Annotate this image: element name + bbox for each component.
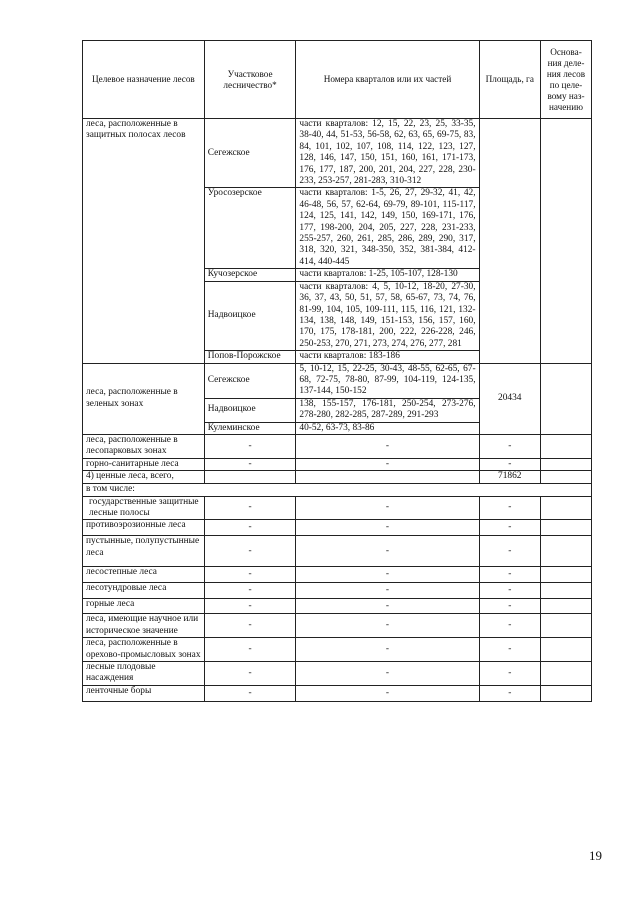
- quarters-cell: части кварталов: 4, 5, 10-12, 18-20, 27-30, 36, 37, 43, 50, 51, 57, 58, 65-67, 73, 74, 76, 81-99, 104, 105, 109-111, 115, 116, 121, 132-134, 138, 148, 149, 151-153, 156, 157, 160, 170, 175, 178-181, 200, 222, 226-228, 246, 250-253, 270, 271, 273, 274, 276, 277, 281: [296, 281, 479, 350]
- quarters-cell: -: [296, 614, 479, 638]
- forestry-cell: Надвоицкое: [204, 281, 296, 350]
- area-cell: -: [479, 536, 540, 567]
- quarters-cell: -: [296, 520, 479, 536]
- forest-purpose-table: [82, 40, 592, 702]
- table-row: [83, 685, 592, 701]
- forestry-cell: -: [204, 536, 296, 567]
- page-number: 19: [589, 848, 602, 863]
- quarters-cell: -: [296, 536, 479, 567]
- quarters-cell: -: [296, 496, 479, 520]
- purpose-cell: леса, расположенные в орехово-промысловых зонах: [83, 638, 205, 662]
- table-row: [83, 638, 592, 662]
- purpose-cell: леса, расположенные в зеленых зонах: [83, 363, 205, 434]
- basis-cell: [540, 471, 591, 483]
- quarters-cell: -: [296, 434, 479, 458]
- purpose-cell: 4) ценные леса, всего,: [83, 471, 205, 483]
- area-cell: -: [479, 599, 540, 614]
- purpose-cell: горные леса: [83, 599, 205, 614]
- table-row: [83, 119, 592, 188]
- purpose-cell: лесные плодовые насаждения: [83, 662, 205, 686]
- basis-cell: [540, 599, 591, 614]
- area-cell: [479, 119, 540, 364]
- quarters-cell: части кварталов: 1-5, 26, 27, 29-32, 41, 42, 46-48, 56, 57, 62-64, 69-79, 89-101, 115-117, 124, 125, 141, 142, 149, 150, 169-171, 176, 177, 198-200, 204, 205, 227, 228, 231-233, 255-257, 260, 261, 285, 286, 289, 290, 317, 318, 320, 321, 348-350, 352, 381-384, 412-414, 440-445: [296, 188, 479, 269]
- forestry-cell: Сегежское: [204, 363, 296, 398]
- purpose-cell: лесостепные леса: [83, 567, 205, 583]
- table-row: [83, 614, 592, 638]
- table-row: [83, 434, 592, 458]
- table-row: [83, 483, 592, 496]
- header-forestry: Участковое лесничество*: [204, 41, 296, 119]
- quarters-cell: части кварталов: 1-25, 105-107, 128-130: [296, 269, 479, 281]
- area-cell: -: [479, 567, 540, 583]
- quarters-cell: -: [296, 599, 479, 614]
- basis-cell: [540, 614, 591, 638]
- purpose-cell: государственные защитные лесные полосы: [83, 496, 205, 520]
- area-cell: -: [479, 496, 540, 520]
- purpose-cell: ленточные боры: [83, 685, 205, 701]
- forestry-cell: -: [204, 458, 296, 470]
- subheading-cell: в том числе:: [83, 483, 592, 496]
- area-cell: -: [479, 614, 540, 638]
- basis-cell: [540, 458, 591, 470]
- forestry-cell: Кулеминское: [204, 422, 296, 434]
- quarters-cell: -: [296, 662, 479, 686]
- table-row: [83, 583, 592, 599]
- forestry-cell: Кучозерское: [204, 269, 296, 281]
- forestry-cell: [204, 471, 296, 483]
- area-cell: 20434: [479, 363, 540, 434]
- area-cell: -: [479, 583, 540, 599]
- purpose-cell: леса, имеющие научное или историческое значение: [83, 614, 205, 638]
- basis-cell: [540, 662, 591, 686]
- area-cell: -: [479, 434, 540, 458]
- forestry-cell: -: [204, 599, 296, 614]
- quarters-cell: -: [296, 583, 479, 599]
- forestry-cell: -: [204, 685, 296, 701]
- purpose-cell: леса, расположенные в лесопарковых зонах: [83, 434, 205, 458]
- basis-cell: [540, 536, 591, 567]
- quarters-cell: 138, 155-157, 176-181, 250-254, 273-276, 278-280, 282-285, 287-289, 291-293: [296, 398, 479, 422]
- header-area: Площадь, га: [479, 41, 540, 119]
- purpose-cell: пустынные, полупустынные леса: [83, 536, 205, 567]
- table-row: [83, 520, 592, 536]
- table-row: [83, 496, 592, 520]
- table-header-row: [83, 41, 592, 119]
- forestry-cell: -: [204, 583, 296, 599]
- forestry-cell: -: [204, 520, 296, 536]
- quarters-cell: части кварталов: 12, 15, 22, 23, 25, 33-35, 38-40, 44, 51-53, 56-58, 62, 63, 65, 69-75, 83, 84, 101, 102, 107, 108, 114, 122, 123, 127, 128, 146, 147, 150, 151, 160, 161, 171-173, 176, 177, 187, 200, 201, 204, 227, 228, 230-233, 253-257, 281-283, 310-312: [296, 119, 479, 188]
- forestry-cell: Попов-Порожское: [204, 351, 296, 363]
- area-cell: -: [479, 662, 540, 686]
- area-cell: -: [479, 638, 540, 662]
- table-row: [83, 458, 592, 470]
- basis-cell: [540, 685, 591, 701]
- quarters-cell: -: [296, 685, 479, 701]
- forestry-cell: Надвоицкое: [204, 398, 296, 422]
- table-row: [83, 471, 592, 483]
- quarters-cell: 5, 10-12, 15, 22-25, 30-43, 48-55, 62-65, 67-68, 72-75, 78-80, 87-99, 104-119, 124-135, 137-144, 150-152: [296, 363, 479, 398]
- quarters-cell: -: [296, 638, 479, 662]
- basis-cell: [540, 638, 591, 662]
- forestry-cell: -: [204, 638, 296, 662]
- purpose-cell: горно-санитарные леса: [83, 458, 205, 470]
- forestry-cell: -: [204, 567, 296, 583]
- header-purpose: Целевое назначение лесов: [83, 41, 205, 119]
- quarters-cell: 40-52, 63-73, 83-86: [296, 422, 479, 434]
- forestry-cell: -: [204, 614, 296, 638]
- quarters-cell: части кварталов: 183-186: [296, 351, 479, 363]
- quarters-cell: [296, 471, 479, 483]
- basis-cell: [540, 496, 591, 520]
- table-row: [83, 536, 592, 567]
- forestry-cell: Уросозерское: [204, 188, 296, 269]
- table-row: [83, 599, 592, 614]
- area-cell: -: [479, 685, 540, 701]
- forestry-cell: -: [204, 496, 296, 520]
- table-row: [83, 567, 592, 583]
- area-cell: -: [479, 520, 540, 536]
- table-row: [83, 363, 592, 398]
- forestry-cell: Сегежское: [204, 119, 296, 188]
- basis-cell: [540, 567, 591, 583]
- table-row: [83, 662, 592, 686]
- basis-cell: [540, 363, 591, 434]
- area-cell: -: [479, 458, 540, 470]
- basis-cell: [540, 119, 591, 364]
- basis-cell: [540, 520, 591, 536]
- quarters-cell: -: [296, 458, 479, 470]
- quarters-cell: -: [296, 567, 479, 583]
- area-cell: 71862: [479, 471, 540, 483]
- header-quarters: Номера кварталов или их частей: [296, 41, 479, 119]
- purpose-cell: противоэрозионные леса: [83, 520, 205, 536]
- basis-cell: [540, 583, 591, 599]
- purpose-cell: леса, расположенные в защитных полосах лесов: [83, 119, 205, 364]
- forestry-cell: -: [204, 434, 296, 458]
- header-basis: Основа-ния деле-ния лесов по целе-вому наз-начению: [540, 41, 591, 119]
- basis-cell: [540, 434, 591, 458]
- purpose-cell: лесотундровые леса: [83, 583, 205, 599]
- forestry-cell: -: [204, 662, 296, 686]
